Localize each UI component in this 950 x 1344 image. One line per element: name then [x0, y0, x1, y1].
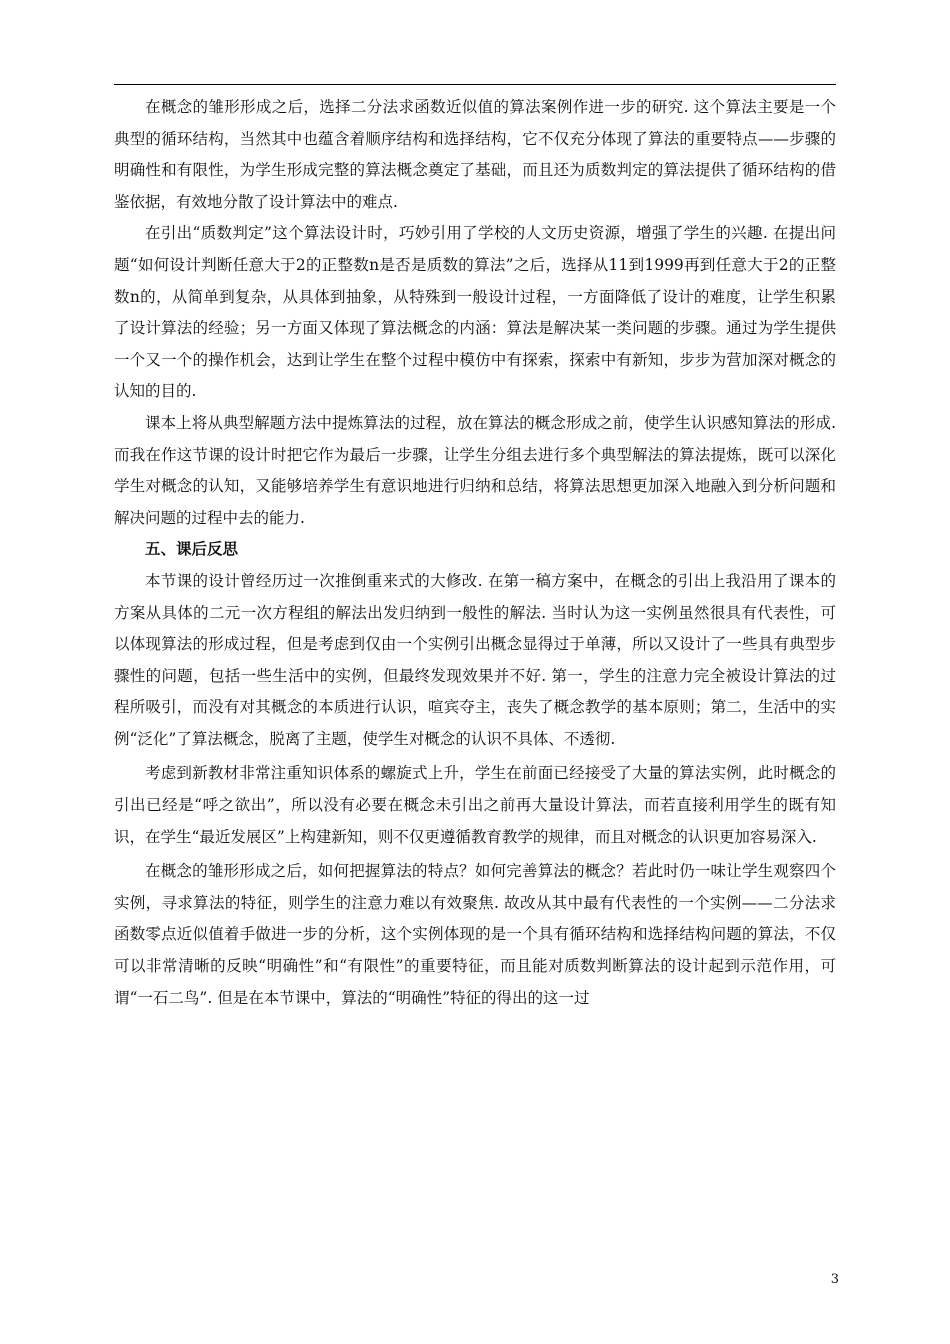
page-number: 3	[830, 1272, 839, 1287]
paragraph-textbook-order: 课本上将从典型解题方法中提炼算法的过程，放在算法的概念形成之前，使学生认识感知算法的形成. 而我在作这节课的设计时把它作为最后一步骤，让学生分组去进行多个典型解法的算法提炼，既可以深化学生对概念的认知，又能够培养学生有意识地进行归纳和总结，将算法思想更加深入地融入到分析问题和解决问题的过程中去的能力.	[114, 413, 836, 527]
document-body	[114, 92, 836, 1014]
paragraph-prime-judgement: 在引出“质数判定”这个算法设计时，巧妙引用了学校的人文历史资源，增强了学生的兴趣. 在提出问题“如何设计判断任意大于2的正整数n是否是质数的算法”之后，选择从11到1999再到任意大于2的正整数n的，从简单到复杂，从具体到抽象，从特殊到一般设计过程，一方面降低了设计的难度，让学生积累了设计算法的经验；另一方面又体现了算法概念的内涵：算法是解决某一类问题的步骤。通过为学生提供一个又一个的操作机会，达到让学生在整个过程中模仿中有探索，探索中有新知，步步为营加深对概念的认知的目的.	[114, 224, 836, 401]
section-heading-reflection: 五、课后反思	[145, 540, 239, 559]
paragraph-redesign: 本节课的设计曾经历过一次推倒重来式的大修改. 在第一稿方案中，在概念的引出上我沿用了课本的方案从具体的二元一次方程组的解法出发归纳到一般性的解法. 当时认为这一实例虽然很具有代表性，可以体现算法的形成过程，但是考虑到仅由一个实例引出概念显得过于单薄，所以又设计了一些具有典型步骤性的问题，包括一些生活中的实例，但最终发现效果并不好. 第一，学生的注意力完全被设计算法的过程所吸引，而没有对其概念的本质进行认识，喧宾夺主，丧失了概念教学的基本原则；第二，生活中的实例“泛化”了算法概念，脱离了主题，使学生对概念的认识不具体、不透彻.	[114, 571, 836, 748]
paragraph-binary-search-case: 在概念的雏形形成之后，选择二分法求函数近似值的算法案例作进一步的研究. 这个算法主要是一个典型的循环结构，当然其中也蕴含着顺序结构和选择结构，它不仅充分体现了算法的重要特点——步骤的明确性和有限性，为学生形成完整的算法概念奠定了基础，而且还为质数判定的算法提供了循环结构的借鉴依据，有效地分散了设计算法中的难点.	[114, 98, 836, 211]
paragraph-algorithm-features: 在概念的雏形形成之后，如何把握算法的特点？如何完善算法的概念？若此时仍一味让学生观察四个实例，寻求算法的特征，则学生的注意力难以有效聚焦. 故改从其中最有代表性的一个实例——二分法求函数零点近似值着手做进一步的分析，这个实例体现的是一个具有循环结构和选择结构问题的算法，不仅可以非常清晰的反映“明确性”和“有限性”的重要特征，而且能对质数判断算法的设计起到示范作用，可谓“一石二鸟”. 但是在本节课中，算法的“明确性”特征的得出的这一过	[114, 862, 836, 1007]
header-rule	[114, 84, 836, 85]
paragraph-spiral-curriculum: 考虑到新教材非常注重知识体系的螺旋式上升，学生在前面已经接受了大量的算法实例，此时概念的引出已经是“呼之欲出”，所以没有必要在概念未引出之前再大量设计算法，而若直接利用学生的既有知识，在学生“最近发展区”上构建新知，则不仅更遵循教育教学的规律，而且对概念的认识更加容易深入.	[114, 764, 836, 846]
